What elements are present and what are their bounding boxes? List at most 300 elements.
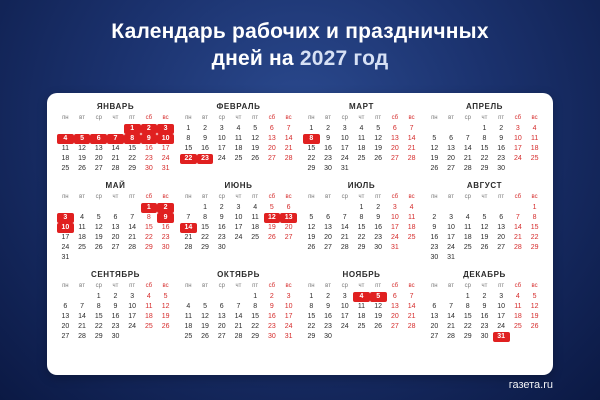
day-number: 5 — [269, 204, 274, 211]
day-cell — [157, 292, 174, 302]
day-number: 22 — [357, 234, 366, 241]
weekday-header-2: ср — [218, 283, 225, 289]
day-number: 19 — [374, 313, 383, 320]
day-number — [387, 164, 404, 174]
day-cell — [247, 332, 264, 342]
day-cell — [443, 213, 460, 223]
day-cell — [387, 312, 404, 322]
day-number — [493, 203, 510, 213]
day-number: 24 — [161, 155, 170, 162]
day-cell — [107, 144, 124, 154]
weekday-header-row — [180, 282, 297, 292]
day-cell — [124, 134, 141, 144]
day-cell — [510, 134, 527, 144]
week-row — [426, 134, 543, 144]
day-cell — [303, 154, 320, 164]
weekday-header-3: чт — [358, 194, 365, 200]
day-number: 3 — [130, 293, 135, 300]
day-cell — [510, 332, 527, 342]
month-block — [57, 102, 174, 174]
week-row — [57, 332, 174, 342]
day-cell — [247, 292, 264, 302]
day-cell — [526, 322, 543, 332]
day-number — [230, 164, 247, 174]
day-number: 29 — [144, 244, 153, 251]
day-cell — [280, 292, 297, 302]
day-number — [57, 203, 74, 213]
day-cell — [353, 292, 370, 302]
day-number — [303, 203, 320, 213]
day-cell — [476, 213, 493, 223]
weekday-header-6: вс — [531, 194, 538, 200]
day-cell — [336, 164, 353, 174]
day-number: 10 — [497, 303, 506, 310]
month-name: АВГУСТ — [466, 181, 503, 190]
month-table — [180, 282, 297, 342]
day-number: 17 — [513, 145, 522, 152]
day-number: 31 — [447, 254, 455, 261]
day-number: 5 — [96, 214, 101, 221]
day-number: 13 — [497, 224, 506, 231]
day-number: 3 — [515, 125, 520, 132]
day-number: 1 — [465, 293, 470, 300]
day-cell — [107, 154, 124, 164]
month-name: ИЮНЬ — [224, 181, 253, 190]
day-cell — [107, 233, 124, 243]
day-cell — [493, 233, 510, 243]
day-cell — [403, 164, 420, 174]
day-number: 22 — [251, 323, 260, 330]
day-number: 15 — [201, 224, 209, 231]
week-row — [180, 233, 297, 243]
weekday-header-row — [426, 114, 543, 124]
day-cell — [264, 332, 281, 342]
weekday-header-6: вс — [408, 283, 415, 289]
day-number: 16 — [374, 224, 383, 231]
day-cell — [387, 154, 404, 164]
day-cell — [443, 312, 460, 322]
day-number: 16 — [201, 145, 209, 152]
day-number: 26 — [374, 323, 383, 330]
day-cell — [247, 203, 264, 213]
page-title-line2-prefix: дней на — [211, 47, 300, 70]
day-cell — [157, 164, 174, 174]
month-table — [426, 282, 543, 342]
day-cell — [57, 243, 74, 253]
day-cell — [526, 312, 543, 322]
day-cell — [459, 312, 476, 322]
day-number: 15 — [94, 313, 103, 320]
day-number: 29 — [251, 333, 260, 340]
day-number: 21 — [447, 323, 455, 330]
months-grid — [57, 102, 543, 342]
day-number: 20 — [111, 234, 120, 241]
weekday-header-3: чт — [481, 115, 488, 121]
day-cell — [526, 292, 543, 302]
day-cell — [157, 223, 174, 233]
day-cell — [459, 292, 476, 302]
day-number: 25 — [357, 323, 366, 330]
day-cell — [197, 332, 214, 342]
day-number: 26 — [307, 244, 316, 251]
day-cell — [476, 124, 493, 134]
weekday-header-1: вт — [448, 194, 454, 200]
day-number — [180, 203, 197, 213]
day-cell — [459, 223, 476, 233]
day-number — [247, 164, 264, 174]
day-number: 31 — [161, 165, 170, 172]
day-number: 28 — [447, 333, 455, 340]
day-cell — [459, 243, 476, 253]
day-cell — [320, 134, 337, 144]
day-number: 6 — [269, 125, 274, 132]
weekday-header-row — [303, 193, 420, 203]
day-number: 11 — [464, 224, 472, 231]
day-cell — [459, 322, 476, 332]
week-row — [426, 203, 543, 213]
day-cell — [141, 233, 158, 243]
day-number — [230, 243, 247, 253]
day-cell — [303, 223, 320, 233]
month-block — [426, 270, 543, 342]
day-number — [90, 253, 107, 263]
day-number — [213, 292, 230, 302]
day-number: 28 — [284, 155, 293, 162]
day-cell — [264, 154, 281, 164]
weekday-header-2: ср — [464, 194, 471, 200]
week-row — [180, 154, 297, 164]
day-number: 10 — [513, 135, 522, 142]
weekday-header-4: пт — [252, 115, 259, 121]
weekday-header-5: сб — [145, 115, 153, 121]
day-cell — [157, 134, 174, 144]
day-cell — [443, 253, 460, 263]
day-number: 12 — [374, 135, 383, 142]
day-number: 20 — [324, 234, 332, 241]
day-number — [157, 253, 174, 263]
day-number: 3 — [157, 124, 174, 134]
day-cell — [107, 312, 124, 322]
day-number: 22 — [480, 155, 489, 162]
day-number: 17 — [340, 145, 349, 152]
day-number: 19 — [161, 313, 170, 320]
day-number — [107, 124, 124, 134]
day-cell — [230, 322, 247, 332]
day-number: 13 — [447, 145, 455, 152]
day-number: 2 — [376, 204, 381, 211]
day-number: 29 — [94, 333, 103, 340]
day-cell — [57, 134, 74, 144]
weekday-header-0: пн — [431, 283, 438, 289]
day-cell — [387, 124, 404, 134]
month-block — [180, 181, 297, 263]
day-cell — [124, 322, 141, 332]
day-cell — [197, 312, 214, 322]
day-number: 12 — [201, 313, 209, 320]
day-number: 17 — [340, 313, 349, 320]
day-number: 11 — [184, 313, 192, 320]
weekday-header-3: чт — [481, 283, 488, 289]
day-cell — [57, 233, 74, 243]
day-number — [476, 203, 493, 213]
day-cell — [141, 213, 158, 223]
day-cell — [197, 322, 214, 332]
day-cell — [387, 243, 404, 253]
day-number: 21 — [78, 323, 86, 330]
day-number: 25 — [184, 333, 193, 340]
day-cell — [493, 203, 510, 213]
month-table — [303, 282, 420, 342]
day-cell — [303, 322, 320, 332]
day-cell — [526, 253, 543, 263]
day-cell — [493, 332, 510, 342]
month-name: ИЮЛЬ — [347, 181, 376, 190]
day-cell — [353, 134, 370, 144]
weekday-header-row — [57, 114, 174, 124]
day-number: 22 — [201, 234, 209, 241]
day-cell — [247, 164, 264, 174]
day-number: 1 — [124, 124, 141, 134]
month-name: ДЕКАБРЬ — [463, 270, 506, 279]
week-row — [426, 154, 543, 164]
weekday-header-3: чт — [358, 115, 365, 121]
day-number: 30 — [497, 165, 506, 172]
day-cell — [526, 302, 543, 312]
day-cell — [280, 124, 297, 134]
day-number: 30 — [430, 254, 439, 261]
day-number: 10 — [157, 134, 174, 144]
day-number — [197, 292, 214, 302]
day-number: 28 — [78, 333, 86, 340]
day-cell — [141, 203, 158, 213]
day-number: 7 — [515, 214, 520, 221]
day-number: 14 — [234, 313, 243, 320]
week-row — [426, 144, 543, 154]
day-cell — [370, 203, 387, 213]
day-number — [74, 203, 91, 213]
day-number: 18 — [234, 145, 243, 152]
day-cell — [336, 223, 353, 233]
weekday-header-row — [426, 193, 543, 203]
day-cell — [353, 203, 370, 213]
day-number: 31 — [284, 333, 293, 340]
day-cell — [303, 213, 320, 223]
month-table — [57, 193, 174, 263]
day-cell — [157, 302, 174, 312]
day-cell — [264, 164, 281, 174]
day-cell — [280, 213, 297, 223]
page-title-line2 — [0, 45, 600, 72]
day-number: 25 — [407, 234, 416, 241]
week-row — [303, 302, 420, 312]
day-number: 19 — [251, 145, 260, 152]
day-cell — [387, 292, 404, 302]
day-cell — [57, 253, 74, 263]
day-cell — [353, 223, 370, 233]
day-cell — [157, 203, 174, 213]
day-cell — [107, 243, 124, 253]
day-cell — [426, 332, 443, 342]
day-number: 27 — [324, 244, 332, 251]
day-number: 26 — [251, 155, 260, 162]
day-cell — [476, 233, 493, 243]
day-cell — [264, 292, 281, 302]
day-cell — [403, 144, 420, 154]
day-number: 4 — [146, 293, 151, 300]
day-number — [280, 243, 297, 253]
day-number: 28 — [184, 244, 193, 251]
day-cell — [180, 144, 197, 154]
day-number: 25 — [357, 155, 366, 162]
day-number: 20 — [267, 145, 276, 152]
weekday-header-0: пн — [62, 115, 69, 121]
day-number: 4 — [253, 204, 258, 211]
day-cell — [107, 134, 124, 144]
day-number: 9 — [326, 135, 330, 142]
day-number: 15 — [144, 224, 153, 231]
day-cell — [141, 144, 158, 154]
day-cell — [493, 223, 510, 233]
day-number: 27 — [390, 155, 399, 162]
day-number: 5 — [532, 293, 537, 300]
day-cell — [90, 253, 107, 263]
day-number: 24 — [284, 323, 293, 330]
weekday-header-4: пт — [129, 283, 136, 289]
day-number: 13 — [390, 135, 399, 142]
weekday-header-2: ср — [218, 194, 225, 200]
weekday-header-5: сб — [391, 115, 399, 121]
day-cell — [124, 144, 141, 154]
weekday-header-2: ср — [95, 194, 102, 200]
day-number: 6 — [113, 214, 118, 221]
day-number: 18 — [184, 323, 193, 330]
day-number: 19 — [307, 234, 316, 241]
day-number: 19 — [530, 313, 539, 320]
day-cell — [320, 144, 337, 154]
day-number — [180, 292, 197, 302]
day-number: 28 — [407, 155, 416, 162]
day-cell — [403, 332, 420, 342]
day-cell — [124, 332, 141, 342]
day-cell — [57, 164, 74, 174]
day-number — [230, 292, 247, 302]
day-cell — [264, 302, 281, 312]
weekday-header-2: ср — [95, 283, 102, 289]
day-number: 17 — [234, 224, 243, 231]
day-number: 30 — [374, 244, 383, 251]
week-row — [57, 292, 174, 302]
day-number: 21 — [513, 234, 522, 241]
day-number — [57, 124, 74, 134]
day-number — [264, 243, 281, 253]
day-number: 17 — [390, 224, 399, 231]
day-cell — [476, 243, 493, 253]
day-cell — [526, 213, 543, 223]
week-row — [180, 322, 297, 332]
day-number: 6 — [90, 134, 107, 144]
weekday-header-6: вс — [531, 115, 538, 121]
day-cell — [264, 134, 281, 144]
day-number: 3 — [449, 214, 453, 221]
day-cell — [370, 223, 387, 233]
week-row — [57, 223, 174, 233]
day-number: 9 — [499, 135, 504, 142]
day-number: 16 — [111, 313, 120, 320]
week-row — [426, 332, 543, 342]
day-number: 22 — [94, 323, 103, 330]
day-number: 2 — [269, 293, 274, 300]
day-number: 22 — [144, 234, 153, 241]
day-number: 27 — [497, 244, 506, 251]
day-number: 20 — [430, 323, 439, 330]
day-number: 16 — [324, 313, 332, 320]
day-number: 16 — [217, 224, 226, 231]
day-cell — [230, 164, 247, 174]
week-row — [303, 154, 420, 164]
day-cell — [443, 223, 460, 233]
month-name: СЕНТЯБРЬ — [90, 270, 141, 279]
day-cell — [197, 302, 214, 312]
month-name: ЯНВАРЬ — [96, 102, 135, 111]
weekday-header-0: пн — [431, 194, 438, 200]
day-number: 6 — [392, 125, 397, 132]
weekday-header-6: вс — [408, 115, 415, 121]
day-cell — [180, 213, 197, 223]
day-number: 30 — [324, 165, 332, 172]
day-number: 13 — [61, 313, 70, 320]
week-row — [303, 213, 420, 223]
weekday-header-3: чт — [481, 194, 488, 200]
day-cell — [303, 124, 320, 134]
day-number: 17 — [284, 313, 293, 320]
day-cell — [90, 302, 107, 312]
day-number: 25 — [530, 155, 539, 162]
day-number: 26 — [530, 323, 539, 330]
day-number: 28 — [463, 165, 472, 172]
day-cell — [476, 144, 493, 154]
day-number: 20 — [390, 145, 399, 152]
day-number: 23 — [111, 323, 120, 330]
day-cell — [459, 124, 476, 134]
day-number — [353, 332, 370, 342]
weekday-header-5: сб — [145, 194, 153, 200]
day-cell — [141, 292, 158, 302]
day-number: 25 — [61, 165, 70, 172]
weekday-header-3: чт — [112, 194, 119, 200]
day-number: 16 — [324, 145, 332, 152]
day-cell — [141, 243, 158, 253]
day-cell — [74, 164, 91, 174]
day-number: 9 — [482, 303, 487, 310]
day-number: 26 — [267, 234, 276, 241]
weekday-header-2: ср — [464, 283, 471, 289]
day-number: 8 — [253, 303, 258, 310]
weekday-header-6: вс — [408, 194, 415, 200]
day-number: 2 — [203, 125, 207, 132]
day-cell — [403, 322, 420, 332]
day-cell — [426, 203, 443, 213]
day-cell — [403, 243, 420, 253]
day-number: 16 — [161, 224, 170, 231]
day-number: 8 — [532, 214, 537, 221]
day-cell — [459, 302, 476, 312]
day-cell — [476, 253, 493, 263]
day-number — [57, 292, 74, 302]
day-cell — [510, 154, 527, 164]
week-row — [57, 243, 174, 253]
day-cell — [264, 322, 281, 332]
month-block — [303, 102, 420, 174]
